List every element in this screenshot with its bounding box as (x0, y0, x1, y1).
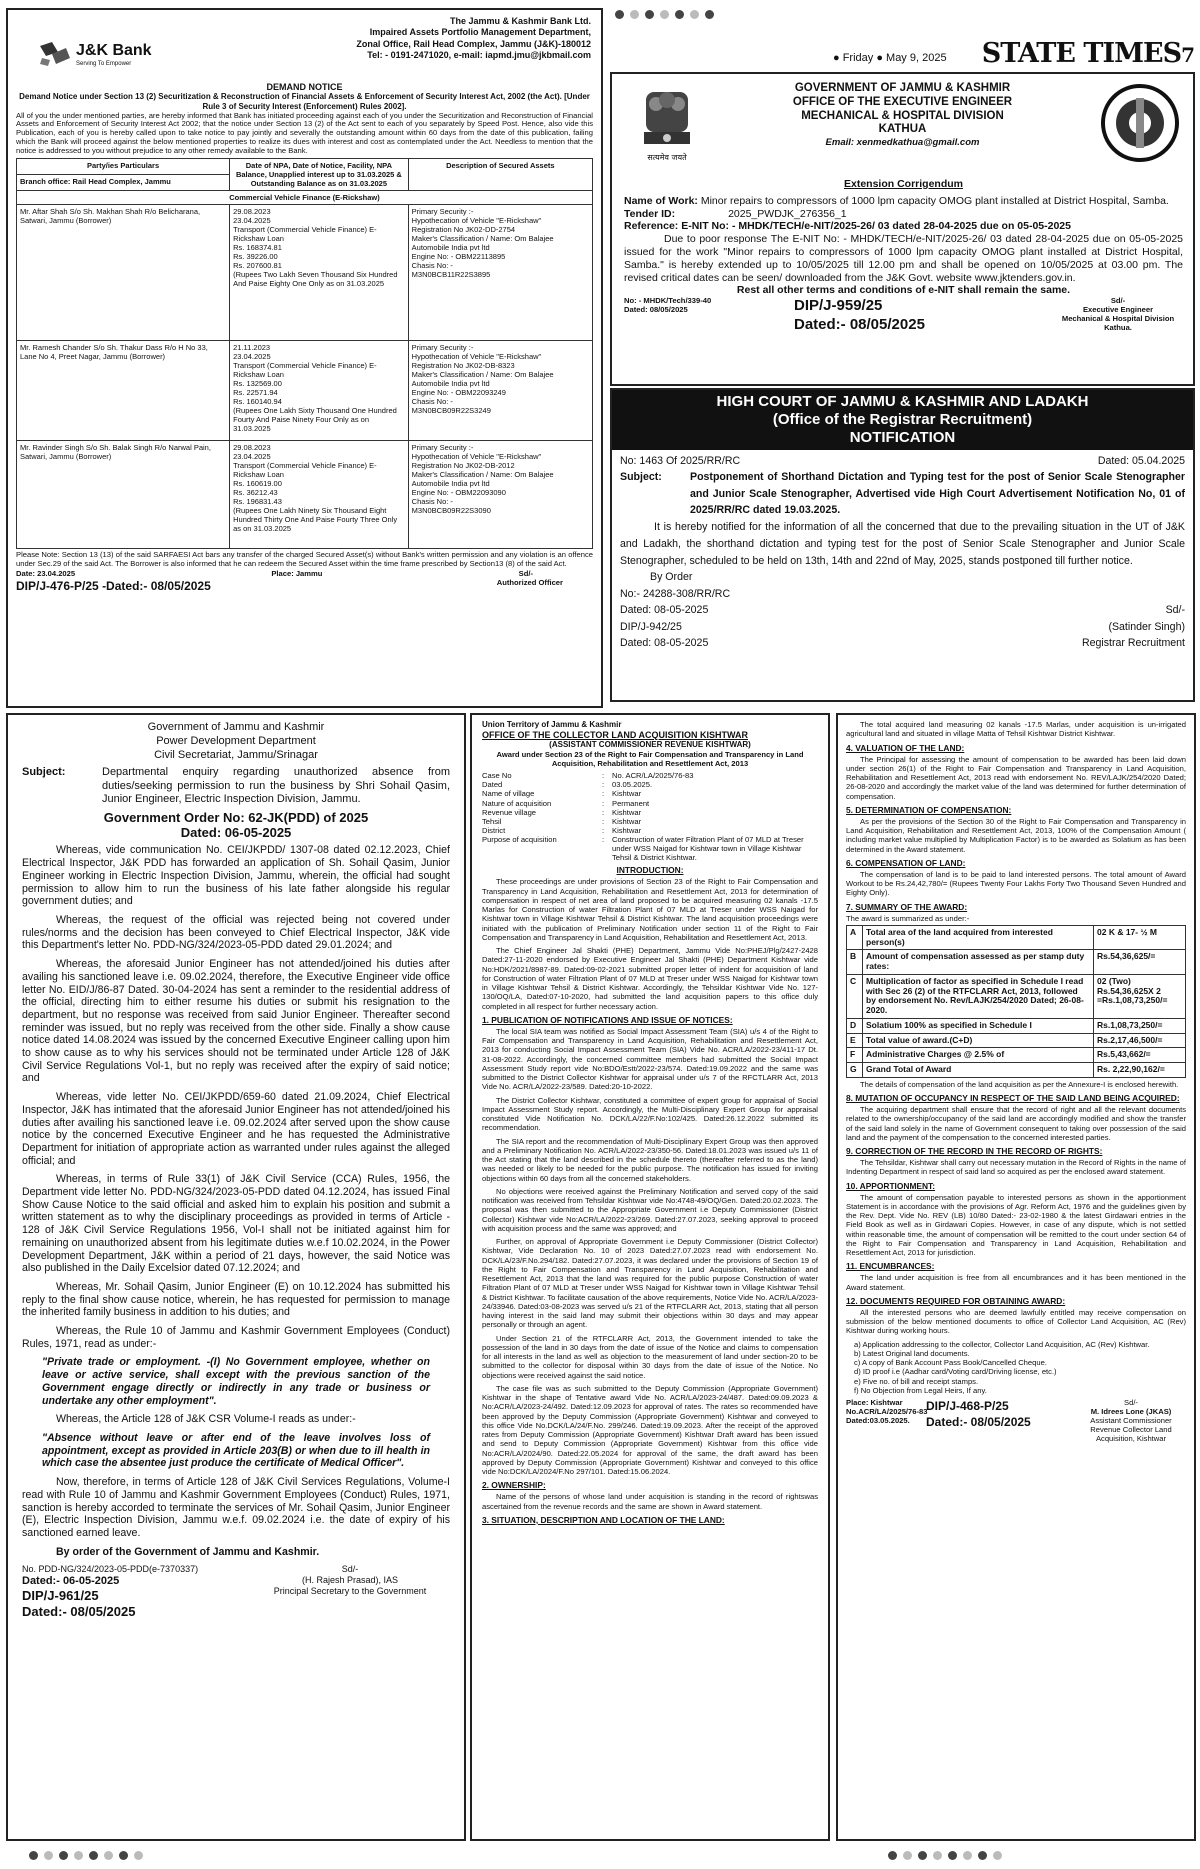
masthead (833, 38, 1198, 76)
hc-body: It is hereby notified for the information of all the concerned that due to the prevailing situation in the UT of J&K and Ladakh, the shorthand dictation and typing test for the post of Senior Scale Stenographer and Junior Scale Stenographer, scheduled to be held on 13th, 14th and 22nd of May, 2025, stands postponed till further notice. (620, 520, 1185, 567)
tender-header: GOVERNMENT OF JAMMU & KASHMIR OFFICE OF THE EXECUTIVE ENGINEER MECHANICAL & HOSPITAL DIVISION KATHUA Email: xenmedkathua@gmail.com (792, 82, 1013, 149)
tender-rest: Rest all other terms and conditions of e-NIT shall remain the same. (736, 284, 1071, 297)
pdd-order-number: Government Order No: 62-JK(PDD) of 2025 (103, 810, 369, 826)
land-section-title: 9. CORRECTION OF THE RECORD IN THE RECORD OF RIGHTS: (846, 1146, 1103, 1157)
land-signer: M. Idrees Lone (JKAS) (1090, 1407, 1172, 1417)
table-row: Mr. Ramesh Chander S/o Sh. Thakur Dass R/o H No 33, Lane No 4, Preet Nagar, Jammu (Borrower) 21.11.2023 23.04.2025 Transport (Commercial Vehicle Finance) E-Rickshaw Loan Rs. 132569.00 Rs. 22571.94 Rs. 160140.94 (Rupees One Lakh Sixty Thousand One Hundred Fourty And Paise Ninety Four Only as on 31.03.2025 Primary Security :- Hypothecation of Vehicle "E-Rickshaw" Registration No JK02-DB-8323 Maker's Classification / Name: Om Balajee Automobile India pvt ltd Engine No: - OBM22093249 Chasis No: - M3N0BCB09R22S3249 (17, 341, 593, 441)
pdd-para: Whereas, the aforesaid Junior Engineer has not attended/joined his duties after availing his sanctioned leave i.e. 09.02.2024, therefore, the Executive Engineer vide office letter No. EID/J/86-87 Dated. 30-04-2024 has sent a reminder to the residential address of the official, directing him to either resume his duties or submit his resignation to the department, but no response was received from said Junior Engineer. Thereafter second reminder was issued, but no reply was received from the other side. Finally a show cause notice dated 14.08.2024 was issued by the concerned Executive Engineer calling upon him to show cause as to why his services should not be terminated under Article 128 of J&K Civil Service Regulations Vol-1, but no reply was received after the expiry of said notice; and (22, 958, 450, 1085)
pdd-government-order: Government of Jammu and Kashmir Power Development Department Civil Secretariat, Jammu/Srinagar Subject: Departmental enquiry regarding unauthorized absence from duties/seeking permission to run the business by Shri Sohail Qasim, Junior Engineer, Electric Inspection Division, Jammu. Government Order No: 62-JK(PDD) of 2025 Dated: 06-05-2025 Whereas, vide communication No. CEI/JKPDD/ 1307-08 dated 02.12.2023, Chief Electrical Inspector, J&K PDD has forwarded an application of Sh. Sohail Qasim, Junior Engineer working in Electric Inspection Division, Jammu, wherein, the official had sought permission to allow him to run the business of his late father alongside his regular government duties; and Whereas, the request of the official was rejected being not covered under rules/norms and the decision has been conveyed to Chief Electrical Inspector, J&K vide this Department's letter No. PDD-NG/324/2023-05-PDD dated 29.01.2024; and Whereas, the aforesaid Junior Engineer has not attended/joined his duties after availing his sanctioned leave i.e. 09.02.2024, therefore, the Executive Engineer vide office letter No. EID/J/86-87 Dated. 30-04-2024 has sent a reminder to the residential address of the official, directing him to either resume his duties or submit his resignation to the department, but no response was received from said Junior Engineer. Thereafter second reminder was issued, but no reply was received from the other side. Finally a show cause notice dated 14.08.2024 was issued by the concerned Executive Engineer calling upon him to show cause as to why his services should not be terminated under Article 128 of J&K Civil Service Regulations Vol-1, but no reply was received after the expiry of said notice; and Whereas, vide letter No. CEI/JKPDD/659-60 dated 21.09.2024, Chief Electrical Inspector, J&K has intimated that the aforesaid Junior Engineer has not attended/joined his duties after availing his sanctioned leave i.e. 09.02.2024 after served upon the show cause notice by the concerned Executive Engineer and he has requested the Administrative Department for initiation of appropriate action as warranted under rules against the alleged official; and Whereas, in terms of Rule 33(1) of J&K Civil Service (CCA) Rules, 1956, the Department vide letter No. PDD-NG/324/2023-05-PDD dated 04.12.2024, has issued Final Show Cause Notice to the said official and asked him to explain his position and submit a written statement as to why the disciplinary proceedings as provided in terms of Article - 128 of J&K Civil Service Regulations 1956, Vol-I shall not be initiated against him for remaining on unauthorized absent from his legitimate duties w.e.f 10.02.2024, in the Power Development Department, J&K within a period of 21 days, however, the said Notice was also published in the Daily Excelsior dated 07.12.2024; and Whereas, Mr. Sohail Qasim, Junior Engineer (E) on 10.12.2024 has submitted his reply to the final show cause notice, wherein, he has requested for permission to manage the inherited family business in addition to his duties; and Whereas, the Rule 10 of Jammu and Kashmir Government Employees (Conduct) Rules, 1971, read as under:- "Private trade or employment. -(I) No Government employee, whether on leave or active service, shall except with the previous sanction of the Government engage directly or indirectly in any trade or business or undertake any other employment". Whereas, the Article 128 of J&K CSR Volume-I reads as under:- "Absence without leave or after end of the leave involves loss of appointment, except as provided in Article 203(B) or when due to ill health in which case the absentee just produce the certificate of Medical Officer". Now, therefore, in terms of Article 128 of J&K Civil Services Regulations, Volume-I read with Rule 10 of Jammu and Kashmir Government Employees (Conduct) Rules, 1971, sanction is hereby accorded to terminate the services of Mr. Sohail Qasim, Junior Engineer (E), Electric Inspection Division, Jammu w.e.f. 09.02.2024 i.e. the date of expiry of his sanctioned earned leave. By order of the Government of Jammu and Kashmir. No. PDD-NG/324/2023-05-PDD(e-7370337) Dated:- 06-05-2025 DIP/J-961/25 Dated:- 08/05/2025 Sd/- (H. Rajesh Prasad), IAS Principal Secretary to the Government (6, 713, 466, 1841)
hc-date: Dated: 05.04.2025 (1097, 455, 1185, 467)
table-row: A Total area of the land acquired from interested person(s) 02 K & 17- ½ M (847, 925, 1186, 950)
table-header: Date of NPA, Date of Notice, Facility, NPA Balance, Unapplied interest up to 31.03.2025 & Outstanding Balance as on 31.03.2025 (230, 159, 409, 191)
list-item: d) ID proof i.e (Aadhar card/Voting card/Driving license, etc.) (854, 1367, 1057, 1377)
land-acquisition-award-col2: The total acquired land measuring 02 kanals -17.5 Marlas, under acquisition is un-irrigated agricultural land and situated in village Matta of Tehsil Kishtwar District Kishtwar. 4. VALUATION OF THE LAND: The Principal for assessing the amount of compensation to be awarded has been laid down under section 26(1) of the Right to Fair Compensation and Transparency in Land Acquisition, Rehabilitation and Resettlement Act, 2013 read with endorsement No. REV/LAJK/254/2020 Dated; 26-08-2020 and accordingly the market value of the land was determined for further determination of compensation. 5. DETERMINATION OF COMPENSATION: As per the provisions of the Section 30 of the Right to Fair Compensation and Transparency in Land Acquisition, Rehabilitation and Resettlement Act, 2013, 100% of the Compensation Amount ( including market value multiplied by Multiplication Factor) is to be awarded as Solatium as has been determined in the Award statement. 6. COMPENSATION OF LAND: The compensation of land is to be paid to land interested persons. The total amount of Award Workout to be Rs.24,42,780/= (Rupees Twenty Four Lakhs Forty Two Thousand Seven Hundred and Eighty Only). 7. SUMMARY OF THE AWARD: The award is summarized as under:- A Total area of the land acquired from interested person(s) 02 K & 17- ½ M B Amount of compensation assessed as per stamp duty rates: Rs.54,36,625/= C Multiplication of factor as specified in Schedule I read with Sec 26 (2) of the RTFCLARR Act, 2013, followed by endorsement No. Rev/LAJK/254/2020 Dated; 26-08-2020. 02 (Two) Rs.54,36,625X 2 =Rs.1,08,73,250/= D Solatium 100% as specified in Schedule I Rs.1,08,73,250/= E Total value of award.(C+D) Rs.2,17,46,500/= F Administrative Charges @ 2.5% of Rs.5,43,662/= G Grand Total of Award Rs. 2,22,90,162/= The details of compensation of the land acquisition as per the Annexure-I is enclosed herewith. 8. MUTATION OF OCCUPANCY IN RESPECT OF THE SAID LAND BEING ACQUIRED: The acquiring department shall ensure that the record of right and all the relevant documents related to the ownership/occupancy of the said land are accordingly modified and show the transfer of the said land solely in the name of Government consequent to taking over possession of the said land and the payment of the compensation to the concerned interested parties. 9. CORRECTION OF THE RECORD IN THE RECORD OF RIGHTS: The Tehsildar, Kishtwar shall carry out necessary mutation in the Record of Rights in the name of Indenting Department in respect of said land so acquired as per the enclosed award statement. 10. APPORTIONMENT: The amount of compensation payable to interested persons as shown in the apportionment Statement is in accordance with the provisions of Agr. Reform Act, 1976 and the guidelines given by the Rev. Dept. Vide No. REV (LB) 10/80 Dated:- 23-02-1980 & the latest Girdawari entries in the Field Book as well as in Girdawari Copies. However, in case of any dispute, which is not settled within reasonable time, the amount of compensation will be remitted to the court under section 64 of the Right to Fair Compensation and Transparency in Land Acquisition, Rehabilitation and Resettlement Act, 2013 for jurisdiction. 11. ENCUMBRANCES: The land under acquisition is free from all encumbrances and it has been mentioned in the Award statement. 12. DOCUMENTS REQUIRED FOR OBTAINING AWARD: All the interested persons who are deemed lawfully entitled may receive compensation on submission of the below mentioned documents to office of Collector Land Acquisition, AC (Rev) Kishtwar during working hours. a) Application addressing to the collector, Collector Land Acquisition, AC (Rev) Kishtwar. b) Latest Original land documents. c) A copy of Bank Account Pass Book/Cancelled Cheque. d) ID proof i.e (Aadhar card/Voting card/Driving license, etc.) e) Five no. of bill and receipt stamps. f) No Objection from Legal Heirs, If any. Place: Kishtwar No.ACR/LA/2025/76-83 Dated:03.05.2025. DIP/J-468-P/25 Dated:- 08/05/2025 Sd/- M. Idrees Lone (JKAS) Assistant Commissioner Revenue Collector Land Acquisition, Kishtwar (836, 713, 1196, 1841)
pdd-quote: "Absence without leave or after end of the leave involves loss of appointment, except as provided in Article 203(B) or when due to ill health in which case the absentee just produce the certificate of Medical Officer". (42, 1432, 430, 1470)
tender-title: Extension Corrigendum (843, 178, 963, 190)
ashoka-emblem-icon (632, 82, 702, 168)
table-row: Mr. Ravinder Singh S/o Sh. Balak Singh R/o Narwal Pain, Satwari, Jammu (Borrower) 29.08.2023 23.04.2025 Transport (Commercial Vehicle Finance) E-Rickshaw Loan Rs. 160619.00 Rs. 36212.43 Rs. 196831.43 (Rupees One Lakh Ninety Six Thousand Eight Hundred Thirty One And Paise Fourty Three Only as on 31.03.2025 Primary Security :- Hypothecation of Vehicle "E-Rickshaw" Registration No JK02-DB-2012 Maker's Classification / Name: Om Balajee Automobile India pvt ltd Engine No: - OBM22093090 Chasis No: - M3N0BCB09R22S3090 (17, 441, 593, 549)
jk-bank-logo: J&K Bank Serving To Empower (38, 36, 168, 76)
table-section: Commercial Vehicle Finance (E-Rickshaw) (17, 191, 593, 205)
pdd-para: Whereas, the Article 128 of J&K CSR Volume-I reads as under:- (56, 1413, 356, 1426)
pdd-header: Government of Jammu and Kashmir Power Development Department Civil Secretariat, Jammu/Srinagar (147, 721, 325, 761)
bank-notice-table (16, 158, 593, 549)
pdd-quote: "Private trade or employment. -(I) No Government employee, whether on leave or active service, shall except with the previous sanction of the Government engage directly or indirectly in any trade or business or undertake any other employment". (42, 1356, 430, 1407)
land-acquisition-award-col1: Union Territory of Jammu & Kashmir OFFICE OF THE COLLECTOR LAND ACQUISITION KISHTWAR (ASSISTANT COMMISSIONER REVENUE KISHTWAR) Award under Section 23 of the Right to Fair Compensation and Transparency in Land Acquisition, Rehabilitation and Resettlement Act, 2013 Case No : No. ACR/LA/2025/76-83 Dated : 03.05.2025. Name of village : Kishtwar Nature of acquisition : Permanent Revenue village : Kishtwar Tehsil : Kishtwar District : Kishtwar Purpose of acquisition : Construction of water Filtration Plant of 07 MLD at Treser under WSS Naigad for Kishtwar town in Village Kishtwar Tehsil & District Kishtwar. INTRODUCTION: These proceedings are under provisions of Section 23 of the Right to Fair Compensation and Transparency in Land Acquisition, Rehabilitation and Resettlement Act, 2013 for determination of compensation in respect of net area of land proposed to be acquired measuring 02 kanals -17.5 Marlas for Construction of water Filtration Plant of 07 MLD at Treser under WSS Naigad for Kishtwar town in Village Kishtwar Tehsil & District Kishtwar. The land acquisition proceedings were initiated with the publication of Preliminary Notification under section 11 of the Right to Fair Compensation and Transparency in Land Acquisition, Rehabilitation and Resettlement Act, 2013. The Chief Engineer Jal Shakti (PHE) Department, Jammu Vide No:PHEJ/Plg/2427-2428 Dated:27-11-2020 endorsed by Executive Engineer Jal Shakti (PHE) Department Kishtwar vide No:HDK/2021/8987-89. Dated:09-02-2021 submitted proper letter of indent for acquisition of land for Construction of water Filtration Plant of 07 MLD at Treser under WSS Naigad for Kishtwar town in Village Kishtwar Tehsil & District Kishtwar. Accordingly, the Tehsildar Kishtwar Vide No. 127-130/OQ/LA, Dated:07-10-2020, had submitted the land acquisition papers to this office duly completed in all respect for further necessary action. 1. PUBLICATION OF NOTIFICATIONS AND ISSUE OF NOTICES: The local SIA team was notified as Social Impact Assessment Team (SIA) u/s 4 of the Right to Fair Compensation and Transparency in Land Acquisition, Rehabilitation and Resettlement Act, 2013 for conducting Social Impact Assessment Team (SIA) Vide No. ACR/LA/2022-23/411-17 Dt. 31-08-2022. Accordingly, the concerned committee members had submitted the Social Impact Assessment Study report vide No:BDO/Estt/2022-23/574. Dated:19.09.2022 and the same was submitted to the District Collector Kishtwar for appraisal under u/s 7 of the RFCTLARR Act, 2013 Vide No. ACR/LA/2022-23/589. Dated:20-10-2022. The District Collector Kishtwar, constituted a committee of expert group for appraisal of Social Impact Assessment Study report. Accordingly, the Multi-Disciplinary Expert Group for appraisal constituted Vide Notification No. DCK/LA/22/F.No:102/425. Dated:26.12.2022 submitted its recommendation. The SIA report and the recommendation of Multi-Disciplinary Expert Group was then approved and a Preliminary Notification No. ACR/LA/2022-23/350-56. Dated:18.01.2023 was issued u/s 11 of the Act stating that the land described in the schedule thereto (thereafter referred to as the land) was needed or likely to be needed for the public purpose. The notification has issued for inviting objections within 60 days from all the concerned stakeholders. No objections were received against the Preliminary Notification and served copy of the said notification was received from Tehsildar Kishtwar vide No:4748-49/OQ/Gen. Dated:20.02.2023. The proposal was then submitted to the Appropriate Government i.e Deputy Commissioner (District Collector) Kishtwar vide No:ACR/LA/2022-23/269. Dated:27.07.2023, seeking approval to proceed with acquisition process and the same was approved; and Further, on approval of Appropriate Government i.e Deputy Commissioner (District Collector) Kishtwar, Vide Declaration No. 10 of 2023 Dated:27.07.2023 read with endorsement No. DCK/LA/23/F.No.294/182. Dated:27.07.2023, it was declared under the provisions of Section 19 of the Right to Fair Compensation and Transparency in Land Acquisition, Rehabilitation and Resettlement Act, 2013 that the land was required for the public purpose Construction of water Filtration Plant of 07 MLD at Treser under WSS Naigad for Kishtwar town in Village Kishtwar Tehsil & District Kishtwar. To facilitate causation of the above requirements, Notice Vide No. ACR/LA/2023-24/33946. Dated:03-08-2023 was served u/s 21 of the RTFCLARR Act, 2013, stating that all person having interest in the said land may submit their objections within 30 days and may appear personally or through an agent. Under Section 21 of the RTFCLARR Act, 2013, the Government intended to take the possession of the land in 30 days from the date of issue of the Notice and claims to compensation for all interests in the land as well as objection to the measurement of land under section-20 to be submitted to the collector for disposal within 30 days from the date of issue of the Notice. No objections were received against the said notice. The case file was as such submitted to the Deputy Commission (Appropriate Government) Kishtwar in the shape of Tentative award Vide No. ACR/LA/2023-24/487. Dated:09.09.2023 & No:ACR/LA/2023-24/492. Dated:12.09.2023 for approval of rates. The rates so recommended have been approved by the Deputy Commission (Appropriate Government) Kishtwar and conveyed to this office Vide No.DCK/LA/24/F.No. 299/246. Dated:19.09.2023. After the receipt of the approved rates from Deputy Commission (Appropriate Government) Kishtwar Draft award has been issued and send to Deputy Commission (Appropriate Government) Kishtwar from this office vide No:ACR/LA/2024/90. Dated:22.05.2024 for approval of the same, the draft award has been approved by Deputy Commission (Appropriate Government) Kishtwar and conveyed to this office vide No:DCK/LA/2024/F.No 297/101. Dated:15.06.2024. 2. OWNERSHIP: Name of the persons of whose land under acquisition is standing in the record of rightswas ascertained from the revenue records and the same are shown in Award statement. 3. SITUATION, DESCRIPTION AND LOCATION OF THE LAND: (470, 713, 830, 1841)
land-section-title: 7. SUMMARY OF THE AWARD: (846, 901, 968, 912)
land-section-title: 8. MUTATION OF OCCUPANCY IN RESPECT OF THE SAID LAND BEING ACQUIRED: (846, 1093, 1180, 1104)
hc-dip: DIP/J-942/25 (620, 620, 682, 633)
land-section-title: 12. DOCUMENTS REQUIRED FOR OBTAINING AWARD: (846, 1295, 1066, 1306)
land-section-title: 6. COMPENSATION OF LAND: (846, 857, 966, 868)
pdd-para: Whereas, vide letter No. CEI/JKPDD/659-60 dated 21.09.2024, Chief Electrical Inspector, J&K has intimated that the aforesaid Junior Engineer has not attended/joined his duties after availing his sanctioned leave i.e. 09.02.2024 after served upon the show cause notice by the concerned Executive Engineer and he has requested the Administrative Department for initiation of appropriate action as warranted under rules against the alleged official; and (22, 1091, 450, 1167)
bank-signature: Sd/- (518, 569, 533, 579)
decorative-dots-bottom (0, 1849, 1200, 1863)
pdd-para: Whereas, Mr. Sohail Qasim, Junior Engineer (E) on 10.12.2024 has submitted his reply to the final show cause notice, wherein, he has requested for permission to manage the inherited family business in addition to his duties; and (22, 1280, 450, 1319)
bank-date: Date: 23.04.2025 (16, 569, 76, 579)
branch-office: Branch office: Rail Head Complex, Jammu (17, 175, 230, 191)
masthead-date: ● Friday ● May 9, 2025 (833, 52, 947, 64)
land-dip: DIP/J-468-P/25 Dated:- 08/05/2025 (926, 1399, 1031, 1429)
land-section-title: 4. VALUATION OF THE LAND: (846, 742, 965, 753)
table-row: C Multiplication of factor as specified in Schedule I read with Sec 26 (2) of the RTFCLARR Act, 2013, followed by endorsement No. Rev/LAJK/254/2020 Dated; 26-08-2020. 02 (Two) Rs.54,36,625X 2 =Rs.1,08,73,250/= (847, 974, 1186, 1018)
table-header: Description of Secured Assets (408, 159, 592, 191)
tender-body: Due to poor response The E-NIT No: - MHDK/TECH/e-NIT/2025-26/ 03 dated 28-04-2025 due on 05-05-2025 issued for the work "Minor repairs to compressors of 1000 lpm capacity OMOG plant installed at District Hospital, Samba." is hereby extended up to 10/05/2025 till 12.00 pm and shall be opened on 10/05/2025 at 03.00 pm. The revised critical dates can be seen/ downloaded from the J&K Govt. website www.jktenders.gov.in. (624, 233, 1183, 284)
land-section-title: 2. OWNERSHIP: (482, 1480, 546, 1491)
division-seal-icon (1101, 84, 1179, 162)
svg-text:सत्यमेव जयते: सत्यमेव जयते (647, 153, 687, 162)
decorative-dots-top (612, 8, 782, 22)
pdd-signer: (H. Rajesh Prasad), IAS (301, 1575, 399, 1586)
land-section-title: 5. DETERMINATION OF COMPENSATION: (846, 804, 1012, 815)
land-section-title: 3. SITUATION, DESCRIPTION AND LOCATION OF THE LAND: (482, 1514, 725, 1525)
pdd-para: Whereas, in terms of Rule 33(1) of J&K Civil Service (CCA) Rules, 1956, the Department vide letter No. PDD-NG/324/2023-05-PDD dated 04.12.2024, has issued Final Show Cause Notice to the said official and asked him to explain his position and submit a written statement as to why the disciplinary proceedings as provided in terms of Article - 128 of J&K Civil Service Regulations 1956, Vol-I shall not be initiated against him for remaining on unauthorized absent from his legitimate duties w.e.f 10.02.2024, in the Power Development Department, J&K within a period of 21 days, however, the said Notice was also published in the Daily Excelsior dated 07.12.2024; and (22, 1173, 450, 1275)
land-case-details: Case No : No. ACR/LA/2025/76-83 Dated : 03.05.2025. Name of village : Kishtwar Nature of acquisition : Permanent Revenue village : Kishtwar Tehsil : Kishtwar District : Kishtwar Purpose of acquisition : Construction of water Filtration Plant of 07 MLD at Treser under WSS Naigad for Kishtwar town in Village Kishtwar Tehsil & District Kishtwar. (482, 771, 804, 863)
pdd-order-date: Dated: 06-05-2025 (180, 825, 292, 841)
hc-registrar: Registrar Recruitment (1081, 637, 1185, 650)
land-section-title: 10. APPORTIONMENT: (846, 1180, 936, 1191)
list-item: a) Application addressing to the collector, Collector Land Acquisition, AC (Rev) Kishtwar. (854, 1339, 1150, 1349)
table-row: F Administrative Charges @ 2.5% of Rs.5,43,662/= (847, 1048, 1186, 1063)
jk-bank-logo-icon (38, 40, 72, 68)
pdd-subject: Subject: Departmental enquiry regarding unauthorized absence from duties/seeking permission to run the business by Shri Sohail Qasim, Junior Engineer, Electric Inspection Division, Jammu. (22, 766, 450, 806)
bank-notice-subtitle: Demand Notice under Section 13 (2) Securitization & Reconstruction of Financial Assets & Enforcement of Security Interest Act, 2002 (the Act). [Under Rule 3 of Security Interest (Enforcement) Rules 2002]. (19, 92, 590, 111)
bank-notice-intro: All of you the under mentioned parties, are hereby informed that Bank has initiated proceeding against each of you under the Securitization and Reconstruction of Financial Assets and Enforcement of Security Interest Act 2002; that the notice under Section 13 (2) of the Act sent to each of you separately by Speed Post. Hence, also vide this Publication, each of you is hereby called upon to take notice to pay jointly and severally the outstanding amount within 60 days from the date of this publication, failing which the Bank will proceed against the below mentioned properties to realize its dues with interest and cost as contemplated under the Act. Needless to mention that the notice is addressed to you without prejudice to any other remedy available to the Bank. (16, 110, 593, 156)
tender-dip: DIP/J-959/25 Dated:- 08/05/2025 (794, 297, 925, 333)
pdd-by-order: By order of the Government of Jammu and Kashmir. (56, 1545, 320, 1558)
table-row: B Amount of compensation assessed as per stamp duty rates: Rs.54,36,625/= (847, 950, 1186, 975)
land-section-title: 11. ENCUMBRANCES: (846, 1261, 935, 1272)
bank-note: Please Note: Section 13 (13) of the said SARFAESI Act bars any transfer of the charged Secured Asset(s) without Bank's written permission and any violation is an offence under Sec.29 of the said Act. The Borrower is also informed that he can redeem the Secured Asset within the time frame prescribed by Section13 (8) of the said Act. (16, 550, 593, 569)
pdd-para: Whereas, the Rule 10 of Jammu and Kashmir Government Employees (Conduct) Rules, 1971, read as under:- (22, 1325, 450, 1350)
table-row: Mr. Aftar Shah S/o Sh. Makhan Shah R/o Belicharana, Satwari, Jammu (Borrower) 29.08.2023 23.04.2025 Transport (Commercial Vehicle Finance) E-Rickshaw Loan Rs. 168374.81 Rs. 39226.00 Rs. 207600.81 (Rupees Two Lakh Seven Thousand Six Hundred And Paise Eighty One Only as on 31.03.2025 Primary Security :- Hypothecation of Vehicle "E-Rickshaw" Registration No JK02-DD-2754 Maker's Classification / Name: Om Balajee Automobile India pvt ltd Engine No: - OBM22113895 Chasis No: - M3N0BCB11R22S3895 (17, 205, 593, 341)
list-item: f) No Objection from Legal Heirs, If any. (854, 1385, 987, 1395)
list-item: e) Five no. of bill and receipt stamps. (854, 1376, 979, 1386)
hc-subject: Subject: Postponement of Shorthand Dictation and Typing test for the post of Senior Scale Stenographer and Junior Scale Stenographer, Advertised vide High Court Advertisement Notification No, 01 of 2025/RR/RC dated 19.03.2025. (620, 471, 1185, 517)
pdd-para: Whereas, vide communication No. CEI/JKPDD/ 1307-08 dated 02.12.2023, Chief Electrical Inspector, J&K PDD has forwarded an application of Sh. Sohail Qasim, Junior Engineer working in Electric Inspection Division, Jammu, wherein, the official had sought permission to allow him to run the business of his late father alongside his regular government duties; and (22, 844, 450, 908)
list-item: b) Latest Original land documents. (854, 1348, 970, 1358)
bank-dip: DIP/J-476-P/25 -Dated:- 08/05/2025 (16, 579, 211, 594)
table-row: D Solatium 100% as specified in Schedule I Rs.1,08,73,250/= (847, 1018, 1186, 1033)
hc-by-order: By Order (650, 571, 693, 584)
land-intro-title: INTRODUCTION: (616, 865, 684, 876)
masthead-paper-name: STATE TIMES7 (981, 38, 1194, 69)
table-row: G Grand Total of Award Rs. 2,22,90,162/= (847, 1063, 1186, 1078)
hc-signer: (Satinder Singh) (1108, 620, 1185, 633)
bank-authority: Authorized Officer (496, 578, 563, 588)
table-row: E Total value of award.(C+D) Rs.2,17,46,500/= (847, 1033, 1186, 1048)
pdd-para: Whereas, the request of the official was rejected being not covered under rules/norms and the decision has been conveyed to Chief Electrical Inspector, J&K vide this Department's letter No. PDD-NG/324/2023-05-PDD dated 29.01.2024; and (22, 913, 450, 952)
high-court-notification: HIGH COURT OF JAMMU & KASHMIR AND LADAKH (Office of the Registrar Recruitment) NOTIFICATION No: 1463 Of 2025/RR/RC Dated: 05.04.2025 Subject: Postponement of Shorthand Dictation and Typing test for the post of Senior Scale Stenographer and Junior Scale Stenographer, Advertised vide High Court Advertisement Notification No, 01 of 2025/RR/RC dated 19.03.2025. It is hereby notified for the information of all the concerned that due to the prevailing situation in the UT of J&K and Ladakh, the shorthand dictation and typing test for the post of Senior Scale Stenographer and Junior Scale Stenographer, scheduled to be held on 13th, 14th and 22nd of May, 2025, stands postponed till further notice. By Order No:- 24288-308/RR/RC Dated: 08-05-2025 Sd/- DIP/J-942/25 (Satinder Singh) Dated: 08-05-2025 Registrar Recruitment (610, 388, 1195, 702)
high-court-title: HIGH COURT OF JAMMU & KASHMIR AND LADAKH (Office of the Registrar Recruitment) NOTIFICATION (612, 390, 1193, 450)
documents-list (854, 1340, 1186, 1396)
land-section-title: 1. PUBLICATION OF NOTIFICATIONS AND ISSUE OF NOTICES: (482, 1014, 733, 1025)
tender-id: Tender ID: 2025_PWDJK_276356_1 (624, 207, 847, 220)
hc-number: No: 1463 Of 2025/RR/RC (620, 455, 741, 467)
tender-reference: Reference: E-NIT No: - MHDK/TECH/e-NIT/2025-26/ 03 dated 28-04-2025 due on 05-05-2025 (624, 220, 1071, 233)
bank-demand-notice (6, 8, 603, 708)
tender-corrigendum: सत्यमेव जयते GOVERNMENT OF JAMMU & KASHMIR OFFICE OF THE EXECUTIVE ENGINEER MECHANICAL & HOSPITAL DIVISION KATHUA Email: xenmedkathua@gmail.com Extension Corrigendum Name of Work: Minor repairs to compressors of 1000 lpm capacity OMOG plant installed at District Hospital, Samba. Tender ID: 2025_PWDJK_276356_1 Reference: E-NIT No: - MHDK/TECH/e-NIT/2025-26/ 03 dated 28-04-2025 due on 05-05-2025 Due to poor response The E-NIT No: - MHDK/TECH/e-NIT/2025-26/ 03 dated 28-04-2025 due on 05-05-2025 issued for the work "Minor repairs to compressors of 1000 lpm capacity OMOG plant installed at District Hospital, Samba." is hereby extended up to 10/05/2025 till 12.00 pm and shall be opened on 10/05/2025 at 03.00 pm. The revised critical dates can be seen/ downloaded from the J&K Govt. website www.jktenders.gov.in. Rest all other terms and conditions of e-NIT shall remain the same. No: - MHDK/Tech/339-40 Dated: 08/05/2025 DIP/J-959/25 Dated:- 08/05/2025 Sd/- Executive Engineer Mechanical & Hospital Division Kathua. (610, 72, 1195, 386)
pdd-dip: DIP/J-961/25 (22, 1588, 99, 1604)
bank-header: The Jammu & Kashmir Bank Ltd. Impaired Assets Portfolio Management Department, Zonal Office, Rail Head Complex, Jammu (J&K)-180012 Tel: - 0191-2471020, e-mail: iapmd.jmu@jkbmail.com (356, 16, 591, 60)
list-item: c) A copy of Bank Account Pass Book/Cancelled Cheque. (854, 1358, 1047, 1368)
bank-place: Place: Jammu (271, 569, 323, 579)
pdd-para: Now, therefore, in terms of Article 128 of J&K Civil Services Regulations, Volume-I read with Rule 10 of Jammu and Kashmir Government Employees (Conduct) Rules, 1971, sanction is hereby accorded to terminate the services of Mr. Sohail Qasim, Junior Engineer (E), Electric Inspection Division, Jammu w.e.f. 09.02.2024 i.e. the date of expiry of his sanctioned earned leave. (22, 1476, 450, 1539)
tender-work: Name of Work: Minor repairs to compressors of 1000 lpm capacity OMOG plant installed at District Hospital, Samba. (624, 194, 1169, 207)
land-header: Union Territory of Jammu & Kashmir OFFICE OF THE COLLECTOR LAND ACQUISITION KISHTWAR (ASSISTANT COMMISSIONER REVENUE KISHTWAR) Award under Section 23 of the Right to Fair Compensation and Transparency in Land Acquisition, Rehabilitation and Resettlement Act, 2013 (482, 720, 804, 769)
table-header: Party/ies Particulars (17, 159, 230, 175)
award-summary-table (846, 925, 1186, 1078)
bank-notice-title: DEMAND NOTICE (266, 82, 343, 92)
